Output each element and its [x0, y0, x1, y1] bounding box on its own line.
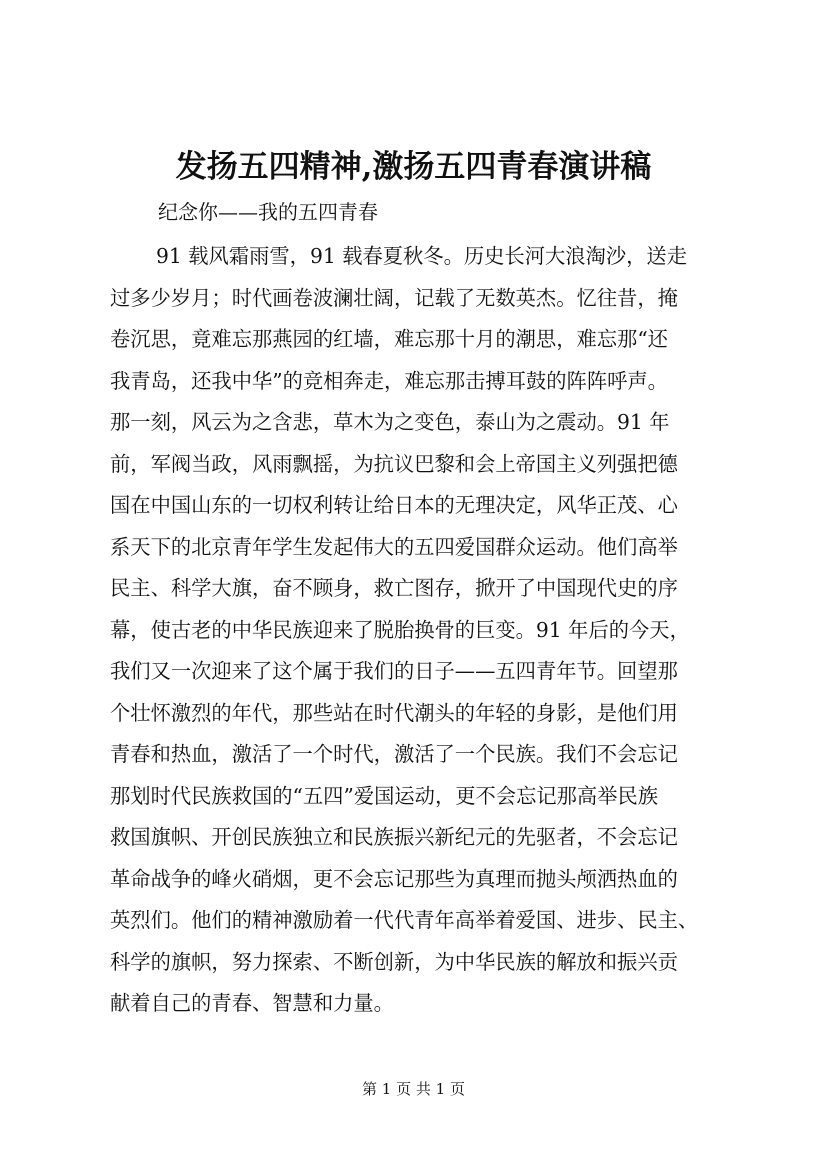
body-paragraph [110, 236, 730, 1025]
paragraph-line: 国在中国山东的一切权利转让给日本的无理决定，风华正茂、心 [110, 493, 678, 517]
paragraph-line: 个壮怀激烈的年代，那些站在时代潮头的年轻的身影，是他们用 [110, 700, 678, 725]
paragraph-line: 那一刻，风云为之含悲，草木为之变色，泰山为之震动。91 年 [110, 410, 670, 434]
paragraph-line: 科学的旗帜，努力探索、不断创新，为中华民族的解放和振兴贡 [110, 949, 678, 974]
paragraph-line: 卷沉思，竟难忘那燕园的红墙，难忘那十月的潮思，难忘那“还 [110, 327, 668, 351]
paragraph-line: 献着自己的青春、智慧和力量。 [110, 991, 394, 1015]
paragraph-line: 民主、科学大旗，奋不顾身，救亡图存，掀开了中国现代史的序 [110, 576, 678, 600]
paragraph-line: 青春和热血，激活了一个时代，激活了一个民族。我们不会忘记 [110, 742, 678, 766]
paragraph-line: 系天下的北京青年学生发起伟大的五四爱国群众运动。他们高举 [110, 534, 678, 559]
document-subtitle: 纪念你——我的五四青春 [158, 200, 378, 224]
paragraph-line: 英烈们。他们的精神激励着一代代青年高举着爱国、进步、民主、 [110, 908, 699, 932]
paragraph-line: 我们又一次迎来了这个属于我们的日子——五四青年节。回望那 [110, 659, 678, 683]
paragraph-line: 救国旗帜、开创民族独立和民族振兴新纪元的先驱者，不会忘记 [110, 825, 678, 849]
document-title: 发扬五四精神,激扬五四青春演讲稿 [175, 149, 652, 185]
page-footer: 第 1 页 共 1 页 [362, 1080, 465, 1098]
paragraph-line: 幕，使古老的中华民族迎来了脱胎换骨的巨变。91 年后的今天， [110, 617, 690, 642]
paragraph-line: 革命战争的峰火硝烟，更不会忘记那些为真理而抛头颅洒热血的 [110, 866, 678, 891]
paragraph-line: 前，军阀当政，风雨飘摇，为抗议巴黎和会上帝国主义列强把德 [110, 451, 678, 476]
paragraph-line: 91 载风霜雨雪，91 载春夏秋冬。历史长河大浪淘沙，送走 [156, 244, 687, 268]
paragraph-line: 那划时代民族救国的“五四”爱国运动，更不会忘记那高举民族 [110, 783, 659, 808]
paragraph-line: 我青岛，还我中华”的竞相奔走，难忘那击搏耳鼓的阵阵呼声。 [110, 368, 668, 393]
paragraph-line: 过多少岁月；时代画卷波澜壮阔，记载了无数英杰。忆往昔，掩 [110, 285, 678, 310]
